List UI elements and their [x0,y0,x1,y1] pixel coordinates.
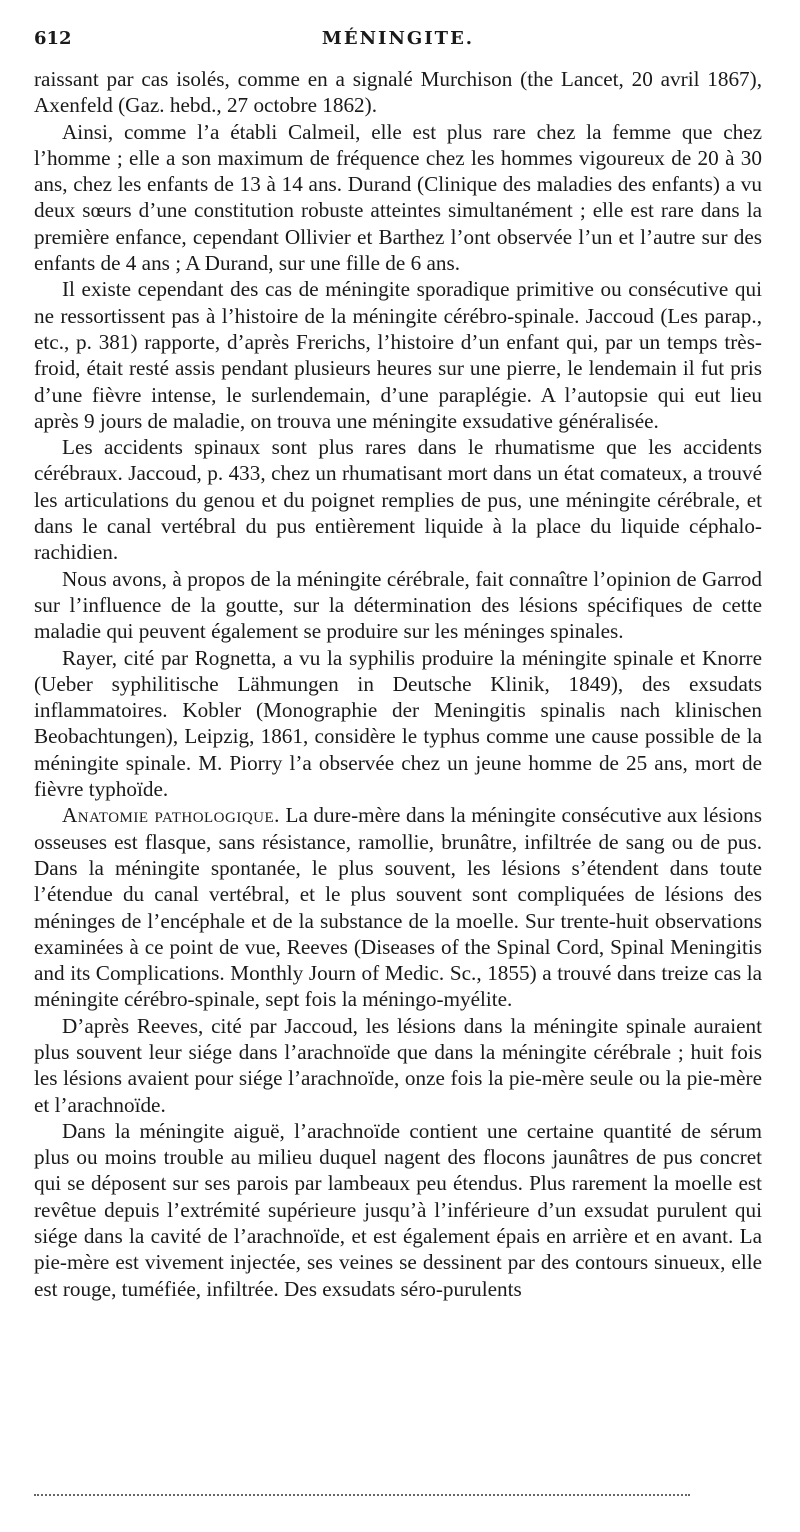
running-title: MÉNINGITE. [321,28,475,49]
paragraph-3: Il existe cependant des cas de méningite sporadique primitive ou consécutive qui ne ressortissent pas à l’histoire de la méningite cérébro-spinale. Jaccoud (Les parap., etc., p. 381) rapporte, d’après Frerichs, l’histoire d’un enfant qui, par un temps très-froid, était resté assis pendant plusieurs heures sur une pierre, le lendemain il fut pris d’une fièvre intense, le surlendemain, d’une paraplégie. A l’autopsie qui eut lieu après 9 jours de maladie, on trouva une méningite exsudative généralisée. [34,277,762,433]
paragraph-2: Ainsi, comme l’a établi Calmeil, elle est plus rare chez la femme que chez l’homme ; elle a son maximum de fréquence chez les hommes vigoureux de 20 à 30 ans, chez les enfants de 13 à 14 ans. Durand (Clinique des maladies des enfants) a vu deux sœurs d’une constitution robuste atteintes simultanément ; elle est rare dans la première enfance, cependant Ollivier et Barthez l’ont observée l’un et l’autre sur des enfants de 4 ans ; A Durand, sur une fille de 6 ans. [34,119,762,276]
paragraph-7 [34,802,762,1012]
paragraph-4: Les accidents spinaux sont plus rares dans le rhumatisme que les accidents cérébraux. Jaccoud, p. 433, chez un rhumatisant mort dans un état comateux, a trouvé les articulations du genou et du poignet remplies de pus, une méningite cérébrale, et dans le canal vertébral du pus entièrement liquide à la place du liquide céphalo-rachidien. [34,435,762,565]
paragraph-8: D’après Reeves, cité par Jaccoud, les lésions dans la méningite spinale auraient plus souvent leur siége dans l’arachnoïde que dans la méningite cérébrale ; huit fois les lésions avaient pour siége l’arachnoïde, onze fois la pie-mère seule ou la pie-mère et l’arachnoïde. [34,1013,762,1117]
paragraph-6: Rayer, cité par Rognetta, a vu la syphilis produire la méningite spinale et Knorre (Ueber syphilitische Lähmungen in Deutsche Klinik, 1849), des exsudats inflammatoires. Kobler (Monographie der Meningitis spinalis nach klinischen Beobachtungen), Leipzig, 1861, considère le typhus comme une cause possible de la méningite spinale. M. Piorry l’a observée chez un jeune homme de 25 ans, mort de fièvre typhoïde. [34,645,762,802]
page-header [34,28,762,54]
body-text [34,66,762,1302]
paragraph-5: Nous avons, à propos de la méningite cérébrale, fait connaître l’opinion de Garrod sur l’influence de la goutte, sur la détermination des lésions spécifiques de cette maladie qui peuvent également se produire sur les méninges spinales. [34,566,762,644]
section-heading: Anatomie pathologique. [62,803,280,828]
page-number: 612 [34,28,72,49]
paragraph-1: raissant par cas isolés, comme en a signalé Murchison (the Lancet, 20 avril 1867), Axenfeld (Gaz. hebd., 27 octobre 1862). [34,67,762,118]
paragraph-9: Dans la méningite aiguë, l’arachnoïde contient une certaine quantité de sérum plus ou moins trouble au milieu duquel nagent des flocons jaunâtres de pus concret qui se déposent sur ses parois par lambeaux peu étendus. Plus rarement la moelle est revêtue depuis l’extrémité supérieure jusqu’à l’inférieure d’un exsudat purulent qui siége dans la cavité de l’arachnoïde, et est également épais en arrière et en avant. La pie-mère est vivement injectée, ses veines se dessinent par des contours sinueux, elle est rouge, tuméfiée, infiltrée. Des exsudats séro-purulents [34,1118,762,1301]
footer-rule [34,1494,690,1496]
paragraph-7-text: La dure-mère dans la méningite consécutive aux lésions osseuses est flasque, sans résistance, ramollie, brunâtre, infiltrée de sang ou de pus. Dans la méningite spontanée, le plus souvent, les lésions s’étendent dans toute l’étendue du canal vertébral, et le plus souvent sont compliquées de lésions des méninges de l’encéphale et de la substance de la moelle. Sur trente-huit observations examinées à ce point de vue, Reeves (Diseases of the Spinal Cord, Spinal Meningitis and its Complications. Monthly Journ of Medic. Sc., 1855) a trouvé dans treize cas la méningite cérébro-spinale, sept fois la méningo-myélite. [34,803,763,1012]
